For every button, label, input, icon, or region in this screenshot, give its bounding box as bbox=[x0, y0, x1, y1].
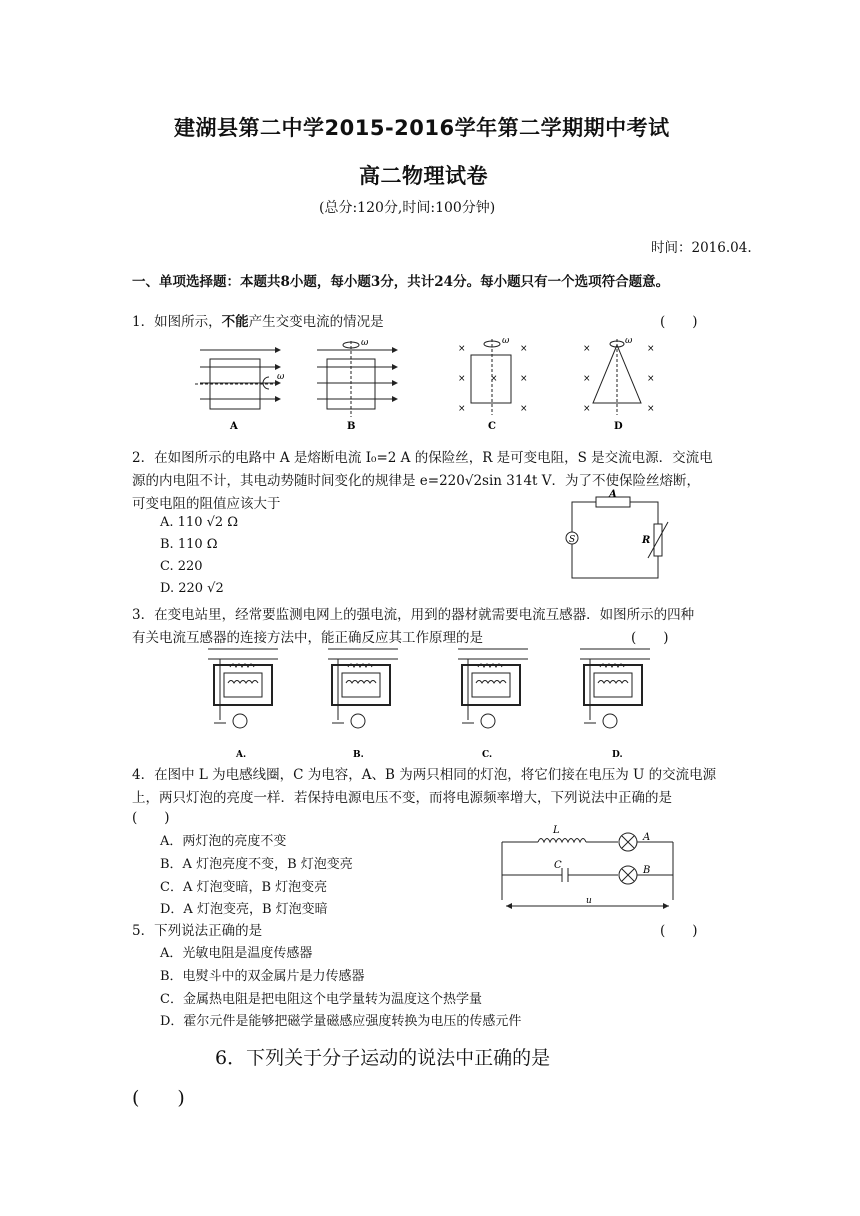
q2-line3: 可变电阻的阻值应该大于 bbox=[132, 496, 281, 512]
q1-fig-d-cross: × bbox=[647, 404, 655, 414]
q2-option-b: B. 110 Ω bbox=[160, 537, 218, 552]
q1-fig-b-label: B bbox=[347, 421, 356, 432]
q5-option-c: C．金属热电阻是把电阻这个电学量转为温度这个热学量 bbox=[160, 992, 482, 1007]
q1-fig-c-cross: × bbox=[458, 374, 466, 384]
q5-answer-bracket: ( ) bbox=[660, 923, 698, 939]
exam-subtitle: 高二物理试卷 bbox=[359, 164, 488, 188]
q3-fig-d bbox=[580, 649, 650, 760]
q1-fig-b-omega: ω bbox=[361, 338, 369, 348]
q2-option-a: A. 110 √2 Ω bbox=[160, 515, 239, 530]
q1-rest: 产生交变电流的情况是 bbox=[248, 314, 384, 330]
q3-fig-a bbox=[208, 649, 278, 760]
q3-fig-d-label: D. bbox=[612, 750, 623, 760]
q1-fig-d-cross: × bbox=[647, 374, 655, 384]
q4-line1: 4．在图中 L 为电感线圈，C 为电容，A、B 为两只相同的灯泡，将它们接在电压为 U 的交流电源 bbox=[132, 767, 717, 783]
q1-fig-d bbox=[583, 336, 655, 432]
q1-fig-d-cross: × bbox=[583, 344, 591, 354]
q1-fig-a bbox=[195, 350, 285, 432]
q4-fig-voltage-label: u bbox=[586, 896, 592, 906]
q3-answer-bracket: ( ) bbox=[631, 630, 669, 646]
q5-line1: 5．下列说法正确的是 bbox=[132, 923, 263, 939]
q1-fig-a-label: A bbox=[230, 421, 238, 432]
section-heading: 一、单项选择题：本题共8小题，每小题3分，共计24分。每小题只有一个选项符合题意。 bbox=[132, 274, 670, 290]
q1-fig-c-label: C bbox=[488, 421, 496, 432]
q1-fig-c-cross: × bbox=[520, 374, 528, 384]
q4-option-b: B．A 灯泡亮度不变，B 灯泡变亮 bbox=[160, 857, 353, 872]
q1-fig-d-cross: × bbox=[647, 344, 655, 354]
exam-date: 时间：2016.04. bbox=[651, 240, 752, 256]
q5-option-b: B．电熨斗中的双金属片是力传感器 bbox=[160, 969, 365, 984]
q1-fig-d-omega: ω bbox=[625, 336, 633, 346]
q1-fig-c-omega: ω bbox=[502, 336, 510, 346]
q1-fig-d-cross: × bbox=[583, 404, 591, 414]
q1-fig-c-cross: × bbox=[520, 404, 528, 414]
q3-line1: 3．在变电站里，经常要监测电网上的强电流，用到的器材就需要电流互感器．如图所示的四种 bbox=[132, 607, 695, 623]
q1-fig-c-cross: × bbox=[490, 374, 498, 384]
q4-fig-bulb-b-label: B bbox=[643, 865, 651, 876]
q4-fig-capacitor-label: C bbox=[554, 860, 562, 871]
q4-option-d: D．A 灯泡变亮，B 灯泡变暗 bbox=[160, 902, 328, 917]
q2-option-d: D. 220 √2 bbox=[160, 581, 224, 596]
q4-option-a: A．两灯泡的亮度不变 bbox=[160, 834, 287, 849]
q2-fig-fuse-label: A bbox=[609, 489, 617, 500]
q1-answer-bracket: ( ) bbox=[660, 314, 698, 330]
q4-option-c: C．A 灯泡变暗，B 灯泡变亮 bbox=[160, 880, 328, 895]
score-time: (总分:120分,时间:100分钟) bbox=[319, 200, 496, 216]
q5-option-a: A．光敏电阻是温度传感器 bbox=[160, 946, 313, 961]
q1-fig-c-cross: × bbox=[520, 344, 528, 354]
q1-figure bbox=[195, 335, 675, 440]
q1-fig-b bbox=[317, 338, 397, 432]
q3-fig-c bbox=[458, 649, 528, 760]
q3-fig-b-label: B. bbox=[353, 750, 364, 760]
q5-option-d: D．霍尔元件是能够把磁学量磁感应强度转换为电压的传感元件 bbox=[160, 1014, 522, 1029]
q2-line2: 源的内电阻不计，其电动势随时间变化的规律是 e=220√2sin 314t V．为了不使保险丝熔断， bbox=[132, 473, 701, 489]
q3-fig-b bbox=[328, 649, 398, 760]
q1-fig-c-cross: × bbox=[458, 344, 466, 354]
q2-circuit-figure bbox=[560, 488, 670, 583]
q2-option-c: C. 220 bbox=[160, 559, 203, 574]
q1-emphasis: 不能 bbox=[221, 314, 249, 330]
q6-answer-bracket: ( ) bbox=[132, 1087, 185, 1109]
q3-fig-c-label: C. bbox=[482, 750, 493, 760]
q3-fig-a-label: A. bbox=[236, 750, 247, 760]
q2-line1: 2．在如图所示的电路中 A 是熔断电流 I₀=2 A 的保险丝，R 是可变电阻，S 是交流电源．交流电 bbox=[132, 450, 713, 466]
q4-circuit-figure bbox=[498, 820, 678, 912]
q4-line3: ( ) bbox=[132, 810, 170, 826]
q1-fig-c-cross: × bbox=[458, 404, 466, 414]
q1-fig-a-omega: ω bbox=[277, 372, 285, 382]
q1-fig-d-cross: × bbox=[583, 374, 591, 384]
q4-fig-inductor-label: L bbox=[553, 825, 560, 836]
q1-prefix: 1．如图所示， bbox=[132, 314, 222, 330]
q1-stem bbox=[132, 310, 384, 330]
q4-fig-bulb-a-label: A bbox=[643, 832, 651, 843]
q6-line1: 6．下列关于分子运动的说法中正确的是 bbox=[215, 1047, 551, 1069]
q1-fig-c bbox=[458, 336, 528, 432]
q3-figure bbox=[200, 645, 670, 760]
q3-line2: 有关电流互感器的连接方法中，能正确反应其工作原理的是 bbox=[132, 630, 483, 646]
q2-fig-resistor-label: R bbox=[642, 535, 651, 546]
q2-fig-source-label: S bbox=[569, 535, 576, 545]
q1-fig-d-label: D bbox=[614, 421, 623, 432]
exam-title: 建湖县第二中学2015-2016学年第二学期期中考试 bbox=[174, 116, 670, 140]
q4-line2: 上，两只灯泡的亮度一样．若保持电源电压不变，而将电源频率增大，下列说法中正确的是 bbox=[132, 790, 672, 806]
